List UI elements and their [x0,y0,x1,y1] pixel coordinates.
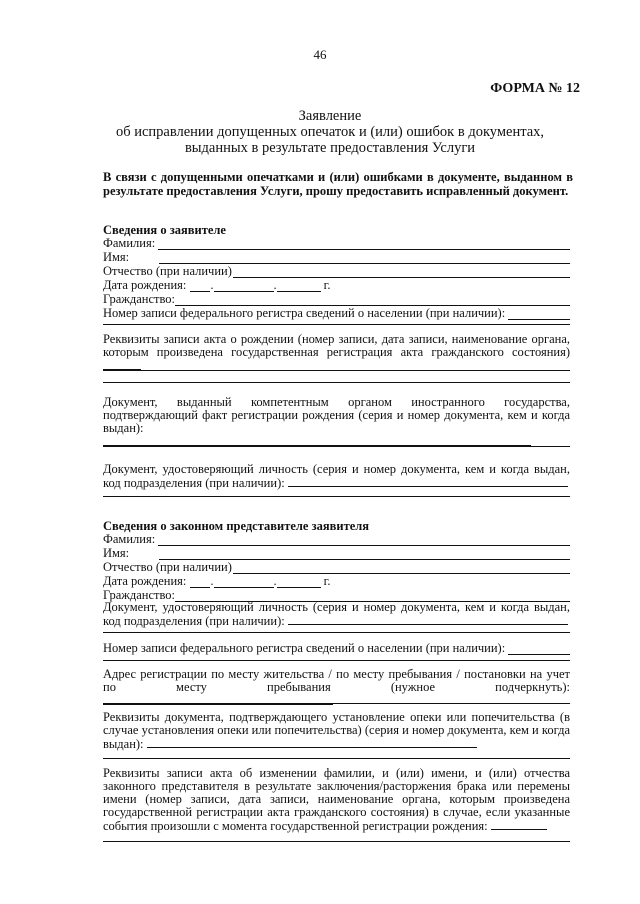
representative-identity-doc-label: Документ, удостоверяющий личность (серия и номер документа, кем и когда выдан, код подразделения (при наличии): [103,600,570,628]
representative-address-label: Адрес регистрации по месту жительства / по месту пребывания / постановки на учет по месту пребывания (нужное подчеркнуть): [103,667,570,694]
representative-guardianship-doc-field[interactable] [103,711,570,751]
applicant-birth-record-field[interactable] [103,333,570,373]
form-number: ФОРМА № 12 [490,81,580,96]
representative-birth-month-blank[interactable] [214,576,274,588]
applicant-name-line[interactable] [159,252,570,264]
representative-name-change-field[interactable] [103,767,570,833]
applicant-section-heading: Сведения о заявителе [103,223,226,237]
applicant-identity-doc-line[interactable] [288,476,568,487]
representative-patronymic-field[interactable] [103,560,570,574]
applicant-patronymic-label: Отчество (при наличии) [103,264,232,278]
applicant-birth-record-line[interactable] [103,359,141,370]
representative-identity-doc-line[interactable] [288,614,568,625]
applicant-foreign-doc-line-2[interactable] [103,446,570,447]
applicant-identity-doc-label: Документ, удостоверяющий личность (серия и номер документа, кем и когда выдан, код подразделения (при наличии): [103,462,570,490]
year-suffix: г. [323,278,331,292]
intro-request-text: В связи с допущенными опечатками и (или) ошибками в документе, выданном в результате предоставления Услуги, прошу предоставить исправленный документ. [103,170,573,198]
applicant-patronymic-field[interactable] [103,264,570,278]
page-number: 46 [313,47,327,62]
applicant-patronymic-line[interactable] [233,266,570,278]
representative-guardianship-doc-line-2[interactable] [103,758,570,759]
applicant-registry-extra-line[interactable] [103,324,570,325]
date-separator: . [210,278,214,292]
applicant-foreign-doc-field[interactable] [103,396,570,449]
applicant-birth-date-field[interactable] [103,278,330,292]
title-line-3: выданных в результате предоставления Услуги [184,140,476,156]
applicant-birth-month-blank[interactable] [214,280,274,292]
representative-citizenship-label: Гражданство: [103,588,176,602]
representative-birth-date-label: Дата рождения: [103,574,187,588]
representative-patronymic-line[interactable] [233,562,570,574]
applicant-name-field[interactable] [103,250,570,264]
applicant-birth-date-label: Дата рождения: [103,278,187,292]
representative-registry-number-line[interactable] [508,643,570,655]
date-separator: . [210,574,214,588]
representative-name-field[interactable] [103,546,570,560]
representative-name-label: Имя: [103,546,130,560]
year-suffix: г. [323,574,331,588]
representative-registry-number-field[interactable] [103,641,570,655]
representative-identity-doc-line-2[interactable] [103,632,570,633]
representative-birth-year-blank[interactable] [277,576,321,588]
representative-guardianship-doc-line[interactable] [147,737,477,748]
applicant-registry-number-field[interactable] [103,306,570,320]
applicant-citizenship-line[interactable] [175,294,570,306]
title-line-2: об исправлении допущенных опечаток и (или) ошибок в документах, [115,124,545,140]
date-separator: . [273,278,277,292]
applicant-identity-doc-line-2[interactable] [103,496,570,497]
representative-registry-number-label: Номер записи федерального регистра сведений о населении (при наличии): [103,641,506,655]
representative-name-line[interactable] [159,548,570,560]
representative-section-heading: Сведения о законном представителе заявителя [103,519,370,533]
representative-address-field[interactable] [103,668,570,708]
applicant-birth-day-blank[interactable] [190,280,210,292]
applicant-foreign-doc-line[interactable] [103,435,531,446]
representative-birth-day-blank[interactable] [190,576,210,588]
applicant-surname-line[interactable] [158,238,570,250]
applicant-surname-field[interactable] [103,236,570,250]
representative-surname-line[interactable] [158,534,570,546]
applicant-birth-year-blank[interactable] [277,280,321,292]
applicant-citizenship-field[interactable] [103,292,570,306]
applicant-registry-number-line[interactable] [508,308,570,320]
representative-guardianship-doc-label: Реквизиты документа, подтверждающего установление опеки или попечительства (в случае установления опеки или попечительства) (серия и номер документа, кем и когда выдан): [103,710,570,751]
applicant-foreign-doc-label: Документ, выданный компетентным органом иностранного государства, подтверждающий факт регистрации рождения (серия и номер документа, кем и когда выдан): [103,395,570,435]
representative-name-change-label: Реквизиты записи акта об изменении фамилии, и (или) имени, и (или) отчества законного представителя в результате заключения/расторжения брака или перемены имени (номер записи, дата записи, наименование органа, которым произведена государственной регистрации акта гражданского состояния) в случае, если указанные события произошли с момента государственной регистрации рождения: [103,766,570,833]
representative-registry-extra-line[interactable] [103,660,570,661]
representative-patronymic-label: Отчество (при наличии) [103,560,232,574]
applicant-birth-record-line-2[interactable] [103,370,570,371]
applicant-identity-doc-field[interactable] [103,463,570,490]
applicant-registry-number-label: Номер записи федерального регистра сведений о населении (при наличии): [103,306,506,320]
representative-birth-date-field[interactable] [103,574,330,588]
representative-surname-label: Фамилия: [103,532,156,546]
document-title [90,108,570,156]
applicant-birth-record-label: Реквизиты записи акта о рождении (номер записи, дата записи, наименование органа, которым произведена государственная регистрация акта гражданского состояния) [103,332,570,359]
representative-address-line-2[interactable] [103,703,570,704]
applicant-surname-label: Фамилия: [103,236,156,250]
applicant-birth-record-line-3[interactable] [103,382,570,383]
applicant-name-label: Имя: [103,250,130,264]
applicant-citizenship-label: Гражданство: [103,292,176,306]
representative-surname-field[interactable] [103,532,570,546]
representative-name-change-line-2[interactable] [103,841,570,842]
title-line-1: Заявление [298,108,362,124]
representative-name-change-line[interactable] [491,819,547,830]
representative-identity-doc-field[interactable] [103,601,570,628]
date-separator: . [273,574,277,588]
